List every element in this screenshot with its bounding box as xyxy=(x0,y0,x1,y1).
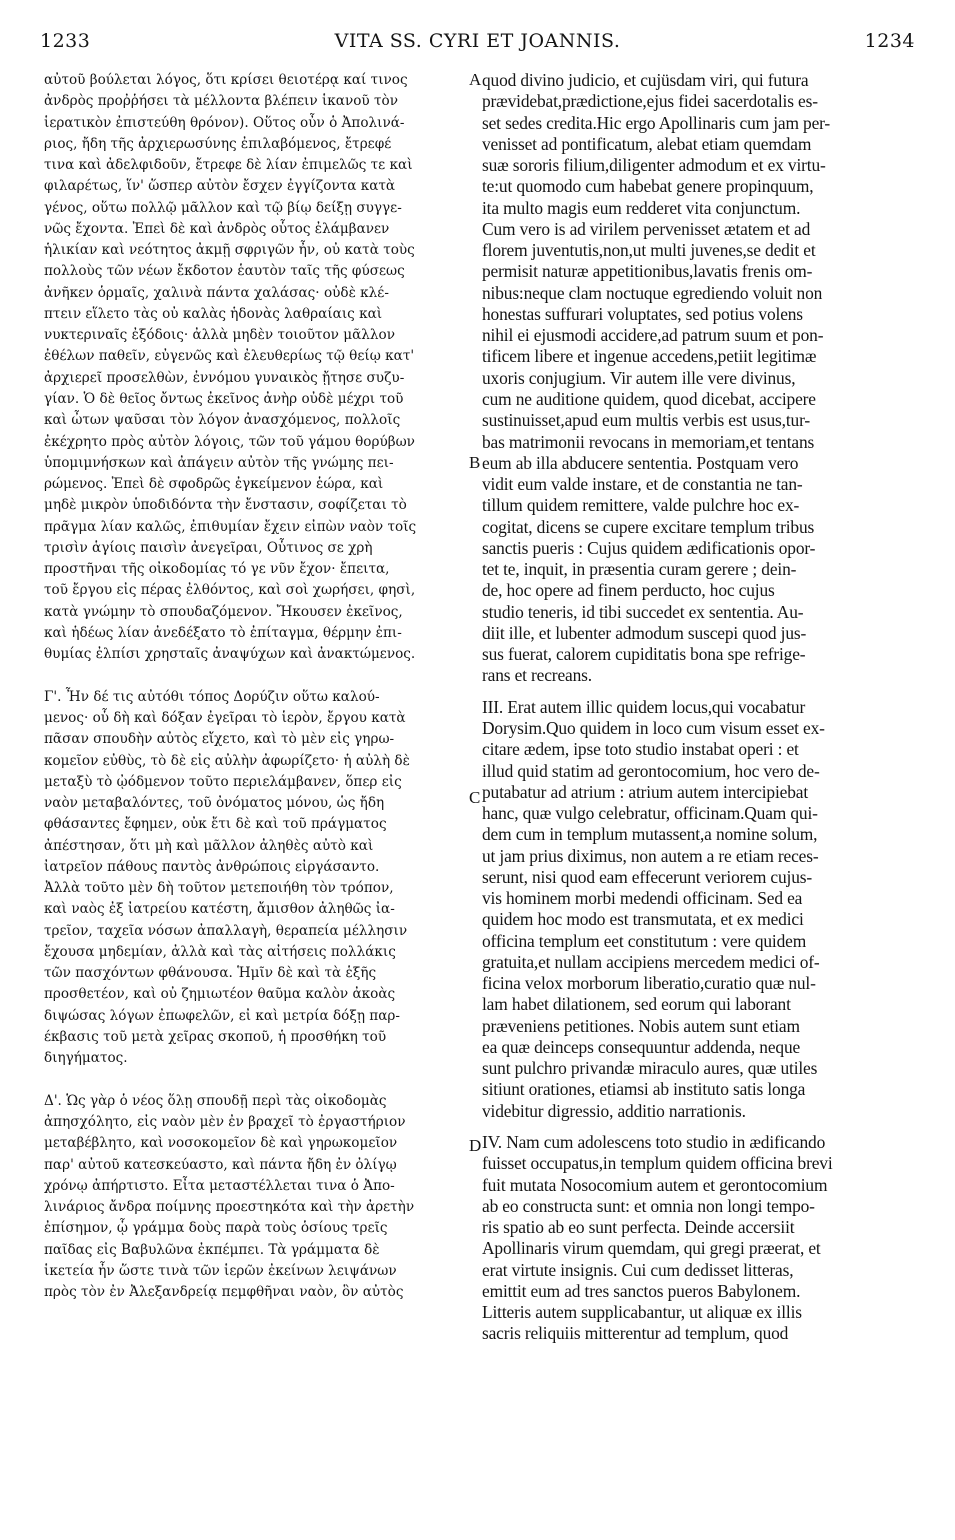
text-line: καὶ ὦτων ψαῦσαι τὸν λόγον ἀνασχόμενος, πολλοῖς xyxy=(44,412,401,429)
text-line: Γ'. Ἦν δέ τις αὐτόθι τόπος Δορύζιν οὕτω καλού- xyxy=(44,688,380,705)
text-line: μηδὲ μικρὸν ὑποδιδόντα τὴν ἔνστασιν, σοφίζεται τὸ xyxy=(44,497,407,514)
text-line: προσθετέον, καὶ οὐ ζημιωτέον θαῦμα καλὸν ἀκοὰς xyxy=(44,986,396,1003)
text-line: rans et recreans. xyxy=(482,665,592,686)
text-line: prævidebat,prædictione,ejus fidei sacerdotalis es- xyxy=(482,91,818,112)
margin-letter-c: C xyxy=(469,788,481,807)
text-line: πολλοὺς τῶν νέων ἔκδοτον ἑαυτὸν ταῖς τῆς φύσεως xyxy=(44,263,405,280)
paragraph-gap xyxy=(482,687,922,697)
greek-paragraph-2 xyxy=(44,687,472,1070)
text-line: πρὸς τὸν ἐν Ἀλεξανδρείᾳ πεμφθῆναι ναὸν, ὃν αὐτὸς xyxy=(44,1284,404,1301)
text-line: fuisset occupatus,in templum quidem officina brevi xyxy=(482,1153,833,1174)
paragraph-gap xyxy=(44,665,472,686)
text-line: γένος, οὕτω πολλῷ μᾶλλον καὶ τῷ βίῳ δείξῃ συγγε- xyxy=(44,199,402,216)
text-line: te:ut quomodo cum habebat genere propinquum, xyxy=(482,176,814,197)
text-line: quidem hoc modo est transmutata, et ex medici xyxy=(482,909,804,930)
text-line: τῶν πασχόντων φθάνουσα. Ἡμῖν δὲ καὶ τὰ ἑξῆς xyxy=(44,965,377,982)
text-line: sitiunt orationes, etiamsi ab instituto satis longa xyxy=(482,1079,806,1100)
text-line: ἰατρεῖον πάθους παντὸς ἀνθρώποις εἰργάσαντο. xyxy=(44,858,380,875)
text-line: λινάριος ἄνδρα ποίμνης προεστηκότα καὶ τὴν ἀρετὴν xyxy=(44,1199,415,1216)
text-line: nihil ei ejusmodi accidere,ad patrum suum et pon- xyxy=(482,325,824,346)
text-line: vidit eum valde instare, et de constantia ne tan- xyxy=(482,474,803,495)
text-line: παρ' αὐτοῦ κατεσκεύαστο, καὶ πάντα ἤδη ἐν ὀλίγῳ xyxy=(44,1156,397,1173)
text-line: μεταξὺ τὸ ᾠόδμενον τοῦτο περιελάμβανεν, ὅπερ εἰς xyxy=(44,773,402,790)
latin-paragraph-1 xyxy=(482,70,922,687)
text-line: tet te, inquit, in præsentia curam gerere ; dein- xyxy=(482,559,797,580)
paragraph-gap xyxy=(482,1122,922,1132)
text-line: Cum vero is ad virilem pervenisset ætatem et ad xyxy=(482,218,811,239)
text-line: θυμίας ἐλπίσι χρησταῖς ἀναψύχων καὶ ἀνακτώμενος. xyxy=(44,646,416,663)
text-line: eum ab illa abducere sententia. Postquam vero xyxy=(482,452,799,473)
text-line: suæ sororis filium,diligenter admodum et ex virtu- xyxy=(482,155,826,176)
text-line: ficina velox morborum liberatio,curatio quæ nul- xyxy=(482,973,816,994)
text-line: sus fuerat, calorem cupiditatis bona spe refrige- xyxy=(482,644,806,665)
text-line: lam habet dilationem, sed eorum qui laborant xyxy=(482,994,791,1015)
text-line: præveniens petitiones. Nobis autem sunt etiam xyxy=(482,1015,800,1036)
text-line: de, hoc opere ad finem perducto, hoc cujus xyxy=(482,580,775,601)
text-line: ὑπομιμνήσκων καὶ ἀπάγειν αὐτὸν τῆς γνώμης πει- xyxy=(44,454,394,471)
text-line: ἀνδρὸς προῤῥήσει τὰ μέλλοντα βλέπειν ἱκανοῦ τὸν xyxy=(44,93,398,110)
text-line: tillum quidem remittere, valde pulchre hoc ex- xyxy=(482,495,800,516)
text-line: διηγήματος. xyxy=(44,1050,128,1067)
text-line: Apollinaris virum quemdam, qui gregi præerat, et xyxy=(482,1238,821,1259)
text-line: florem juventutis,non,ut multi juvenes,se dedit et xyxy=(482,240,816,261)
text-line: fuit mutata Nosocomium autem et gerontocomium xyxy=(482,1174,828,1195)
text-line: set sedes credita.Hic ergo Apollinaris cum jam per- xyxy=(482,112,831,133)
greek-column xyxy=(44,70,472,1303)
text-line: προστῆναι τῆς οἰκοδομίας τό γε νῦν ἔχον· ἔπειτα, xyxy=(44,561,390,578)
margin-letter-b: B xyxy=(469,453,481,472)
text-line: κομεῖον εὐθὺς, τὸ δὲ εἰς αὐλὴν ἀφωρίζετο· ἡ αὐλὴ δὲ xyxy=(44,752,410,769)
text-line: ναὸν μεταβαλόντες, τοῦ ὀνόματος μόνου, ὡς ἤδη xyxy=(44,795,385,812)
text-line: ἔχουσα μηδεμίαν, ἀλλὰ καὶ τὰς αἰτήσεις πολλάκις xyxy=(44,943,396,960)
text-line: ἐκέχρητο πρὸς αὐτὸν λόγοις, τῶν τοῦ γάμου θορύβων xyxy=(44,433,415,450)
text-line: III. Erat autem illic quidem locus,qui vocabatur xyxy=(482,696,806,717)
running-header xyxy=(40,30,915,60)
text-line: ἡλικίαν καὶ νεότητος ἀκμῇ σφριγῶν ἦν, οὐ κατὰ τοὺς xyxy=(44,242,415,259)
text-line: ἐπίσημον, ᾧ γράμμα δοὺς παρὰ τοὺς ὁσίους τρεῖς xyxy=(44,1220,388,1237)
text-line: putabatur ad atrium : atrium autem intercipiebat xyxy=(482,781,808,802)
text-line: sacris reliquiis mitterentur ad templum, quod xyxy=(482,1323,789,1344)
text-line: μεταβέβλητο, καὶ νοσοκομεῖον δὲ καὶ γηρωκομεῖον xyxy=(44,1135,398,1152)
text-line: φθάσαντες ἔφημεν, οὐκ ἔτι δὲ καὶ τοῦ πράγματος xyxy=(44,816,387,833)
text-line: γίαν. Ὁ δὲ θεῖος ὄντως ἐκεῖνος ἀνὴρ οὐδὲ μέχρι τοῦ xyxy=(44,390,404,407)
text-line: ἱκετεία ἦν ὥστε τινὰ τῶν ἱερῶν ἐκείνων λειψάνων xyxy=(44,1262,397,1279)
text-line: φιλαρέτως, ἵν' ὥσπερ αὐτὸν ἔσχεν ἐγγίζοντα κατὰ xyxy=(44,178,396,195)
running-title: VITA SS. CYRI ET JOANNIS. xyxy=(334,30,621,52)
latin-column xyxy=(482,70,922,1345)
text-line: ἀρχιερεῖ προσελθὼν, ἐννόμου γυναικὸς ᾔτησε συζυ- xyxy=(44,369,405,386)
text-line: cogitat, dicens se cupere excitare templum tribus xyxy=(482,516,815,537)
text-line: officina templum eet constitutum : vere quidem xyxy=(482,930,807,951)
text-line: τρεῖον, ταχεῖα νόσων ἀπαλλαγὴ, θεραπεία μέλλησιν xyxy=(44,922,408,939)
text-line: dem cum in templum mutassent,a nomine solum, xyxy=(482,824,818,845)
latin-paragraph-2 xyxy=(482,697,922,1122)
text-line: permisit naturæ appetitionibus,lavatis frenis om- xyxy=(482,261,813,282)
text-line: κατὰ γνώμην τὸ σπουδαζόμενον. Ἤκουσεν ἐκεῖνος, xyxy=(44,603,403,620)
text-line: sanctis pueris : Cujus quidem ædificationis opor- xyxy=(482,537,816,558)
text-line: videbitur digressio, additio narrationis. xyxy=(482,1100,746,1121)
text-line: μενος· οὗ δὴ καὶ δόξαν ἐγεῖραι τὸ ἱερὸν, ἔργου κατὰ xyxy=(44,709,406,726)
text-line: ἀπησχόλητο, εἰς ναὸν μὲν ἐν βραχεῖ τὸ ἐργαστήριον xyxy=(44,1114,406,1131)
margin-letter-d: D xyxy=(469,1136,482,1155)
text-line: ρώμενος. Ἐπεὶ δὲ σφοδρῶς ἐγκείμενον ἑώρα, καὶ xyxy=(44,476,384,493)
text-line: cum ne auditione quidem, quod dicebat, accipere xyxy=(482,388,816,409)
text-line: gratuita,et nullam accipiens mercedem medici of- xyxy=(482,951,820,972)
text-line: Dorysim.Quo quidem in loco cum visum esset ex- xyxy=(482,717,825,738)
text-line: venisset ad pontificatum, alebat etiam quemdam xyxy=(482,133,812,154)
text-line: vis hominem morbi medendi officinam. Sed ea xyxy=(482,888,803,909)
text-line: ita multo magis eum redderet vita conjunctum. xyxy=(482,197,801,218)
text-line: nibus:neque clam noctuque egrediendo voluit non xyxy=(482,282,823,303)
text-line: Litteris autem supplicabantur, ut aliquæ ex illis xyxy=(482,1302,802,1323)
text-line: citare ædem, ipse toto studio instabat operi : et xyxy=(482,739,799,760)
text-line: ριος, ἤδη τῆς ἀρχιερωσύνης ἐπιλαβόμενος, ἔτρεφέ xyxy=(44,135,392,152)
text-line: uxoris conjugium. Vir autem ille vere divinus, xyxy=(482,367,796,388)
text-line: πᾶσαν σπουδὴν αὐτὸς εἴχετο, καὶ τὸ μὲν εἰς γηρω- xyxy=(44,731,395,748)
text-line: ab eo constructa sunt: et omnia non longi tempo- xyxy=(482,1195,815,1216)
text-line: serunt, nisi quod eam effecerunt veriorem cujus- xyxy=(482,866,813,887)
text-line: τοῦ ἔργου εἰς πέρας ἐλθόντος, καὶ σοὶ χωρήσει, φησὶ, xyxy=(44,582,416,599)
text-line: diit ille, et lubenter admodum suscepi quod jus- xyxy=(482,622,807,643)
text-line: νῶς ἔχοντα. Ἐπεὶ δὲ καὶ ἀνδρὸς οὗτος ἐλάμβανεν xyxy=(44,220,390,237)
text-line: studio teneris, id tibi succedet ex sententia. Au- xyxy=(482,601,804,622)
page-number-left: 1233 xyxy=(40,30,91,52)
page-number-right: 1234 xyxy=(864,30,915,52)
text-line: ea quæ deinceps consequuntur addenda, neque xyxy=(482,1036,801,1057)
text-line: τρισὶν ἁγίοις παισὶν ἀνεγεῖραι, Οὗτινος σε χρὴ xyxy=(44,539,373,556)
greek-paragraph-1 xyxy=(44,70,472,665)
text-line: erat virtute insignis. Cui cum dedisset litteras, xyxy=(482,1259,794,1280)
margin-letter-a: A xyxy=(469,70,482,89)
text-line: τινα καὶ ἀδελφιδοῦν, ἔτρεφε δὲ λίαν ἐπιμελῶς τε καὶ xyxy=(44,157,413,174)
text-line: ut jam prius diximus, non autem a re etiam reces- xyxy=(482,845,819,866)
text-line: quod divino judicio, et cujüsdam viri, qui futura xyxy=(482,70,809,90)
text-line: διψώσας λόγων ἐπωφελῶν, εἰ καὶ μετρία δόξῃ παρ- xyxy=(44,1007,400,1024)
text-line: ἀπέστησαν, ὅτι μὴ καὶ μᾶλλον ἀληθὲς αὐτὸ καὶ xyxy=(44,837,374,854)
text-line: emittit eum ad tres sanctos pueros Babylonem. xyxy=(482,1280,801,1301)
text-line: honestas suffurari voluptates, sed potius volens xyxy=(482,303,803,324)
greek-paragraph-3 xyxy=(44,1091,472,1304)
text-line: ἀνῆκεν ὁρμαῖς, χαλινὰ πάντα χαλάσας· οὐδὲ κλέ- xyxy=(44,284,389,301)
text-line: πρᾶγμα λίαν καλῶς, ἐπιθυμίαν ἔχειν εἰπὼν ναὸν τοῖς xyxy=(44,518,417,535)
text-line: χρόνῳ ἀπήρτιστο. Εἶτα μεταστέλλεται τινα ὁ Ἀπο- xyxy=(44,1177,395,1194)
text-line: sunt pulchro privandæ miraculo aures, quæ utiles xyxy=(482,1058,818,1079)
text-line: ἱερατικὸν ἐπιστεύθη θρόνον). Οὕτος οὖν ὁ Ἀπολινά- xyxy=(44,114,405,131)
text-line: νυκτεριναῖς ἐξόδοις· ἀλλὰ μηδὲν τοιοῦτον μᾶλλον xyxy=(44,327,395,344)
text-line: Δ'. Ὡς γὰρ ὁ νέος ὅλῃ σπουδῇ περὶ τὰς οἰκοδομὰς xyxy=(44,1092,387,1109)
text-line: καὶ ναὸς ἐξ ἰατρείου κατέστη, ἄμισθον ἀληθῶς ἰα- xyxy=(44,901,395,918)
text-line: hanc, quæ vulgo celebratur, officinam.Quam qui- xyxy=(482,803,818,824)
text-line: tificem libere et ingenue accedens,petiit legitimæ xyxy=(482,346,817,367)
text-line: έκβασις τοῦ μετὰ χεῖρας σκοποῦ, ἡ προσθήκη τοῦ xyxy=(44,1028,387,1045)
text-line: παῖδας εἰς Βαβυλῶνα ἐκπέμπει. Τὰ γράμματα δὲ xyxy=(44,1241,380,1258)
paragraph-gap xyxy=(44,1069,472,1090)
text-line: αὐτοῦ βούλεται λόγος, ὅτι κρίσει θειοτέρᾳ καί τινος xyxy=(44,72,408,88)
text-line: πτειν εἵλετο τὰς οὐ καλὰς ἡδονὰς λαθραίαις καὶ xyxy=(44,305,383,322)
text-line: IV. Nam cum adolescens toto studio in ædificando xyxy=(482,1132,826,1153)
text-line: ἐθέλων παθεῖν, εὐγενῶς καὶ ἐλευθερίως τῷ θείῳ κατ' xyxy=(44,348,415,365)
text-line: illud quid statim ad gerontocomium, hoc vero de- xyxy=(482,760,820,781)
text-line: Ἀλλὰ τοῦτο μὲν δὴ τοῦτον μετεποιήθη τὸν τρόπον, xyxy=(44,880,394,897)
text-line: καὶ ἡδέως λίαν ἀνεδέξατο τὸ ἐπίταγμα, θέρμην ἐπι- xyxy=(44,624,402,641)
text-line: bas matrimonii revocans in memoriam,et tentans xyxy=(482,431,815,452)
text-line: ris spatio ab eo sunt perfecta. Deinde accersiit xyxy=(482,1217,795,1238)
text-line: sustinuisset,apud eum multis verbis est usus,tur- xyxy=(482,410,811,431)
latin-paragraph-3 xyxy=(482,1132,922,1345)
